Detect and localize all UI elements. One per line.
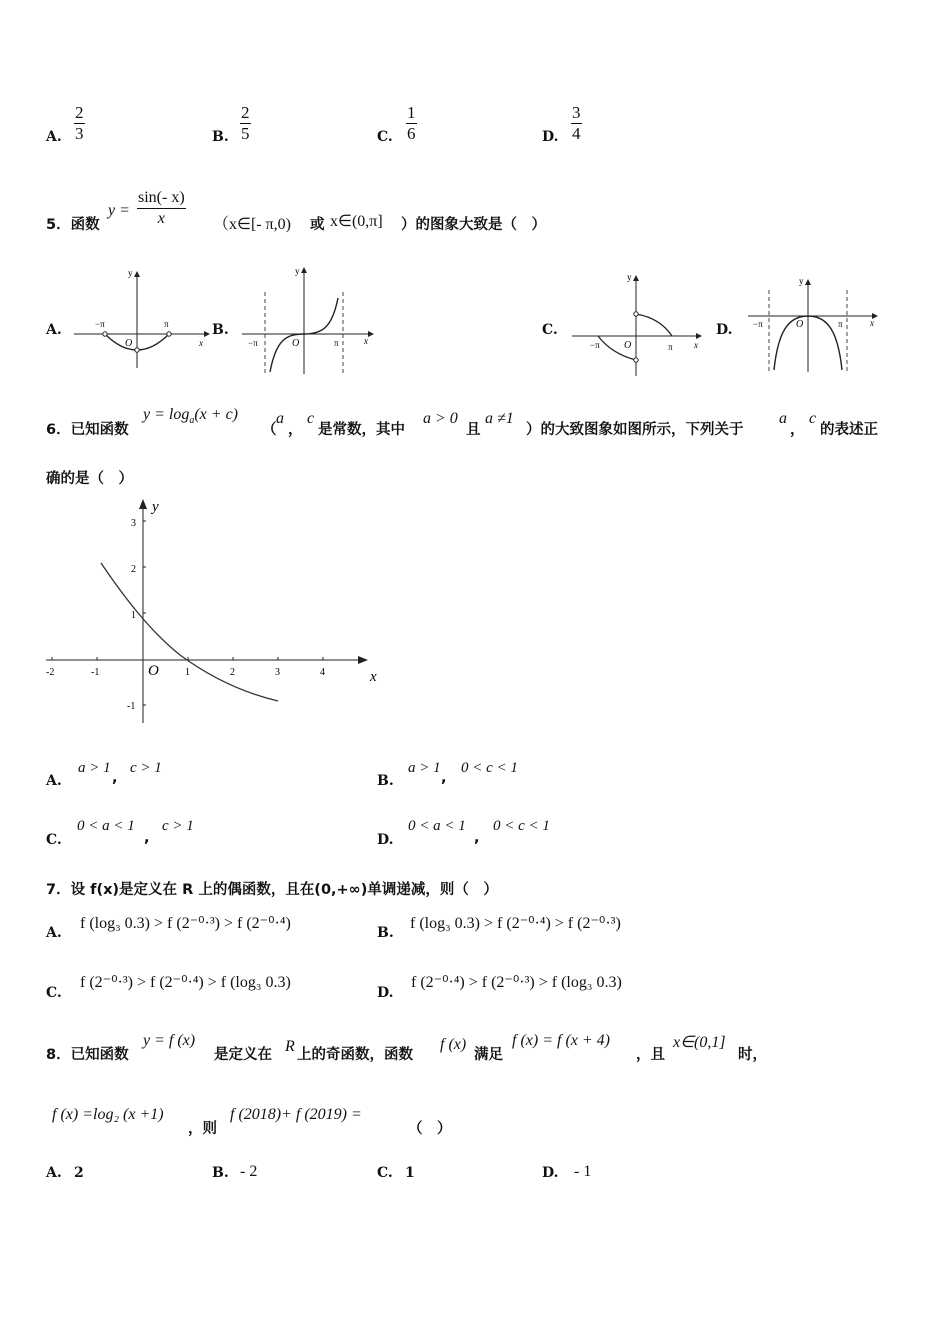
- svg-text:-1: -1: [127, 701, 136, 712]
- svg-text:O: O: [796, 319, 804, 330]
- q6-option-a-c: c > 1: [130, 760, 162, 776]
- q5-graph-c[interactable]: [568, 266, 708, 378]
- q6-option-c-c: c > 1: [162, 818, 194, 834]
- svg-text:O: O: [292, 338, 300, 349]
- q6-text-tail: 的表述正: [820, 422, 878, 438]
- q8-f1: y = f (x): [143, 1032, 196, 1049]
- q6-option-b-c: 0 < c < 1: [461, 760, 518, 776]
- svg-text:2: 2: [230, 667, 235, 678]
- q8-domain: x∈(0,1]: [673, 1034, 726, 1051]
- q5-suffix: ）的图象大致是（ ）: [401, 217, 546, 233]
- q5-connector: 或: [310, 217, 325, 233]
- q8-option-c-value: 1: [405, 1165, 415, 1181]
- q8-option-a-label[interactable]: A.: [46, 1165, 62, 1181]
- svg-text:1: 1: [185, 667, 190, 678]
- q6-graph: [40, 495, 390, 725]
- svg-text:O: O: [624, 340, 632, 351]
- svg-text:4: 4: [320, 667, 325, 678]
- q6-option-c-a: 0 < a < 1: [77, 818, 135, 834]
- svg-text:-2: -2: [46, 667, 55, 678]
- q4-option-d-fraction: $\frac{3}{4}$: [572, 103, 581, 143]
- q6-formula: $y = \log_a(x + c)$: [143, 406, 238, 427]
- q7-option-a-label[interactable]: A.: [46, 925, 62, 941]
- q6-option-a-a: a > 1: [78, 760, 111, 776]
- q8-R: R: [285, 1038, 295, 1055]
- q8-f2: f (x): [440, 1036, 467, 1053]
- svg-text:π: π: [668, 342, 673, 352]
- q8-line2-f: f (x) =log₂ (x +1): [52, 1106, 164, 1123]
- q4-option-d-label[interactable]: D.: [542, 129, 559, 145]
- q5-option-c-label[interactable]: C.: [542, 322, 558, 338]
- q5-graph-b[interactable]: [240, 264, 378, 376]
- q8-option-a-value: 2: [74, 1165, 84, 1181]
- q5-graph-d[interactable]: [744, 272, 884, 376]
- q6-option-b-a: a > 1: [408, 760, 441, 776]
- q8-line2-expr: f (2018)+ f (2019) =: [230, 1106, 362, 1123]
- q6-cond-a-not-one: a ≠1: [485, 410, 514, 427]
- svg-text:2: 2: [131, 564, 136, 575]
- q6-var-a: a: [276, 410, 284, 427]
- q5-option-a-label[interactable]: A.: [46, 322, 62, 338]
- q5-prefix: 5．函数: [46, 217, 100, 233]
- q8-mid3: 满足: [474, 1047, 503, 1063]
- svg-text:−π: −π: [753, 319, 763, 329]
- q8-mid4: ，且: [636, 1047, 665, 1063]
- q5-domain-1: （x∈[- π,0): [213, 216, 292, 233]
- q8-option-b-value: - 2: [240, 1163, 258, 1180]
- q8-option-d-value: - 1: [574, 1163, 592, 1180]
- q4-option-a-fraction: $\frac{2}{3}$: [75, 103, 84, 143]
- q8-mid2: 上的奇函数，函数: [297, 1047, 413, 1063]
- q5-option-d-label[interactable]: D.: [716, 322, 733, 338]
- q6-prefix: 6．已知函数: [46, 422, 129, 438]
- q6-option-d-label[interactable]: D.: [377, 832, 394, 848]
- q8-mid5: 时，: [738, 1047, 767, 1063]
- q8-option-b-label[interactable]: B.: [212, 1165, 229, 1181]
- q6-var-c: c: [307, 410, 315, 427]
- q6-cond-a-positive: a > 0: [423, 410, 458, 427]
- svg-text:x: x: [870, 318, 874, 328]
- q7-option-b-text: f (log₃ 0.3) > f (2⁻⁰·⁴) > f (2⁻⁰·³): [410, 915, 621, 932]
- q7-option-c-text: f (2⁻⁰·³) > f (2⁻⁰·⁴) > f (log₃ 0.3): [80, 974, 291, 991]
- q5-domain-2: x∈(0,π]: [330, 213, 383, 230]
- q4-option-a-label[interactable]: A.: [46, 129, 62, 145]
- q5-formula-lhs: y =: [108, 202, 130, 219]
- svg-text:3: 3: [131, 518, 136, 529]
- q6-text-and: 且: [466, 422, 481, 438]
- q6-text-graph: ）的大致图象如图所示，下列关于: [526, 422, 744, 438]
- svg-text:−π: −π: [248, 338, 258, 348]
- svg-text:x: x: [364, 336, 368, 346]
- q8-option-d-label[interactable]: D.: [542, 1165, 559, 1181]
- q6-comma-2: ，: [790, 422, 805, 438]
- q8-option-c-label[interactable]: C.: [377, 1165, 393, 1181]
- svg-text:y: y: [128, 268, 133, 278]
- svg-text:y: y: [295, 266, 300, 276]
- q4-option-b-label[interactable]: B.: [212, 129, 229, 145]
- q7-option-c-label[interactable]: C.: [46, 985, 62, 1001]
- q7-option-a-text: f (log₃ 0.3) > f (2⁻⁰·³) > f (2⁻⁰·⁴): [80, 915, 291, 932]
- q6-option-d-c: 0 < c < 1: [493, 818, 550, 834]
- svg-text:x: x: [694, 340, 698, 350]
- q4-option-b-fraction: $\frac{2}{5}$: [241, 103, 250, 143]
- q6-comma: ，: [288, 422, 303, 438]
- q7-option-b-label[interactable]: B.: [377, 925, 394, 941]
- svg-text:π: π: [334, 338, 339, 348]
- q8-mid1: 是定义在: [214, 1047, 272, 1063]
- q7-stem: 7．设 f(x)是定义在 R 上的偶函数，且在(0,+∞)单调递减，则（ ）: [46, 882, 498, 898]
- svg-text:−π: −π: [590, 340, 600, 350]
- svg-text:y: y: [627, 272, 632, 282]
- q6-paren-open: （: [262, 422, 277, 438]
- q6-line2: 确的是（ ）: [46, 471, 133, 487]
- svg-text:π: π: [164, 319, 169, 329]
- q6-option-a-label[interactable]: A.: [46, 773, 62, 789]
- svg-text:x: x: [370, 669, 377, 685]
- q6-option-d-a: 0 < a < 1: [408, 818, 466, 834]
- q4-option-c-fraction: $\frac{1}{6}$: [407, 103, 416, 143]
- q8-line2-end: （ ）: [408, 1121, 452, 1137]
- svg-text:x: x: [199, 338, 203, 348]
- q6-text-const: 是常数，其中: [318, 422, 405, 438]
- q4-option-c-label[interactable]: C.: [377, 129, 393, 145]
- q6-var-a-2: a: [779, 410, 787, 427]
- svg-text:y: y: [799, 276, 804, 286]
- q6-var-c-2: c: [809, 410, 817, 427]
- svg-text:3: 3: [275, 667, 280, 678]
- q5-formula-fraction: $\frac{\sin(- x)}{x}$: [138, 189, 185, 227]
- svg-text:π: π: [838, 319, 843, 329]
- q8-prefix: 8．已知函数: [46, 1047, 129, 1063]
- q8-line2-mid: ，则: [188, 1121, 217, 1137]
- q7-option-d-label[interactable]: D.: [377, 985, 394, 1001]
- svg-text:O: O: [125, 338, 133, 349]
- q7-option-d-text: f (2⁻⁰·⁴) > f (2⁻⁰·³) > f (log₃ 0.3): [411, 974, 622, 991]
- q5-option-b-label[interactable]: B.: [212, 322, 229, 338]
- svg-text:O: O: [148, 663, 159, 679]
- svg-text:y: y: [152, 499, 159, 515]
- q6-option-c-label[interactable]: C.: [46, 832, 62, 848]
- q5-graph-a[interactable]: [72, 268, 212, 370]
- svg-text:1: 1: [131, 610, 136, 621]
- svg-text:-1: -1: [91, 667, 100, 678]
- q8-f3: f (x) = f (x + 4): [512, 1032, 610, 1049]
- svg-text:−π: −π: [95, 319, 105, 329]
- q6-option-b-label[interactable]: B.: [377, 773, 394, 789]
